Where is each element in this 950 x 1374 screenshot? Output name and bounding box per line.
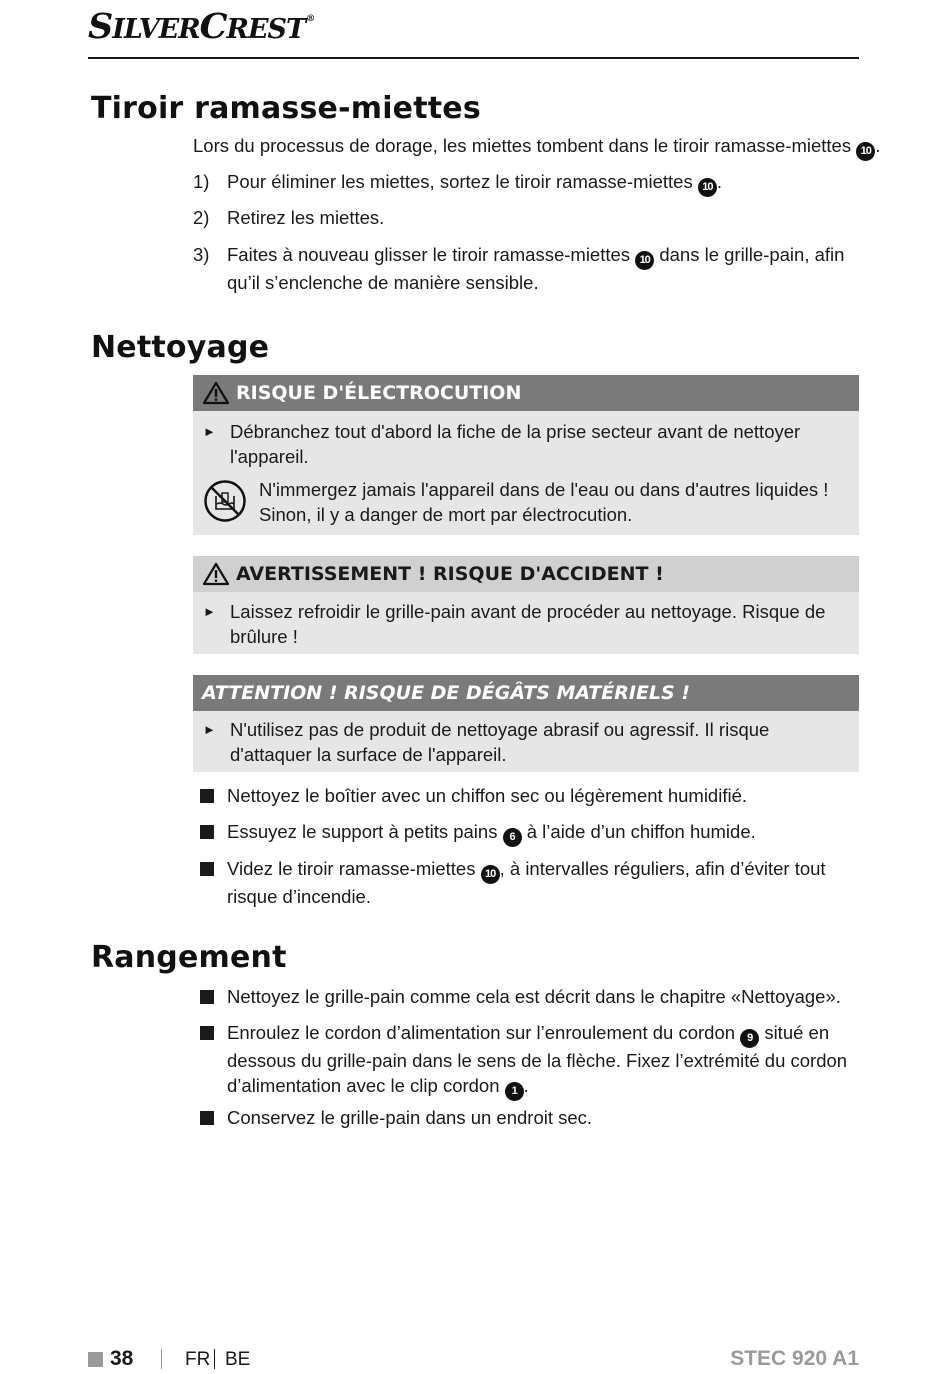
warning-triangle-icon <box>202 381 230 405</box>
ref-marker: 6 <box>503 828 522 847</box>
brand-logo: SILVERCREST® <box>88 6 315 47</box>
no-immersion-icon <box>203 479 247 528</box>
arrow-icon: ► <box>203 424 216 439</box>
instruction-item: ► Débranchez tout d'abord la fiche de la prise secteur avant de nettoyer l'appareil. <box>203 421 801 467</box>
warning-box-accident <box>193 556 859 654</box>
ref-marker: 10 <box>481 865 500 884</box>
language-code: FR <box>185 1349 211 1370</box>
bullet-square-icon <box>200 990 214 1004</box>
bullet-square-icon <box>200 789 214 803</box>
ref-marker: 10 <box>856 142 875 161</box>
model-number: STEC 920 A1 <box>730 1347 859 1370</box>
tiroir-intro: Lors du processus de dorage, les miettes tombent dans le tiroir ramasse-miettes 10 . <box>193 133 880 161</box>
warning-box-heading: AVERTISSEMENT ! RISQUE D'ACCIDENT ! <box>193 556 859 592</box>
page-footer <box>88 1346 859 1374</box>
ref-marker: 9 <box>740 1029 759 1048</box>
warning-note: N'immergez jamais l'appareil dans de l'eau ou dans d'autres liquides ! Sinon, il y a danger de mort par électrocution. <box>259 479 829 525</box>
arrow-icon: ► <box>203 604 216 619</box>
warning-box-electrocution <box>193 375 859 535</box>
caution-box-damage <box>193 675 859 772</box>
bullet-square-icon <box>200 1111 214 1125</box>
instruction-item: ► N'utilisez pas de produit de nettoyage abrasif ou agressif. Il risque d'attaquer la surface de l'appareil. <box>203 719 770 765</box>
ref-marker: 10 <box>635 251 654 270</box>
section-title-rangement: Rangement <box>91 940 287 975</box>
arrow-icon: ► <box>203 722 216 737</box>
header-rule <box>88 57 859 59</box>
section-title-tiroir: Tiroir ramasse-miettes <box>91 91 481 126</box>
warning-box-heading: RISQUE D'ÉLECTROCUTION <box>193 375 859 411</box>
language-code: BE <box>225 1349 251 1370</box>
warning-triangle-icon <box>202 562 230 586</box>
page-marker-icon <box>88 1352 103 1367</box>
bullet-square-icon <box>200 862 214 876</box>
caution-box-heading: ATTENTION ! RISQUE DE DÉGÂTS MATÉRIELS ! <box>193 675 859 711</box>
instruction-item: ► Laissez refroidir le grille-pain avant de procéder au nettoyage. Risque de brûlure ! <box>203 601 826 647</box>
footer-divider <box>161 1349 162 1369</box>
bullet-square-icon <box>200 825 214 839</box>
page-number: 38 <box>110 1347 134 1370</box>
footer-divider <box>214 1349 215 1369</box>
bullet-square-icon <box>200 1026 214 1040</box>
section-title-nettoyage: Nettoyage <box>91 330 270 365</box>
ref-marker: 1 <box>505 1082 524 1101</box>
ref-marker: 10 <box>698 178 717 197</box>
